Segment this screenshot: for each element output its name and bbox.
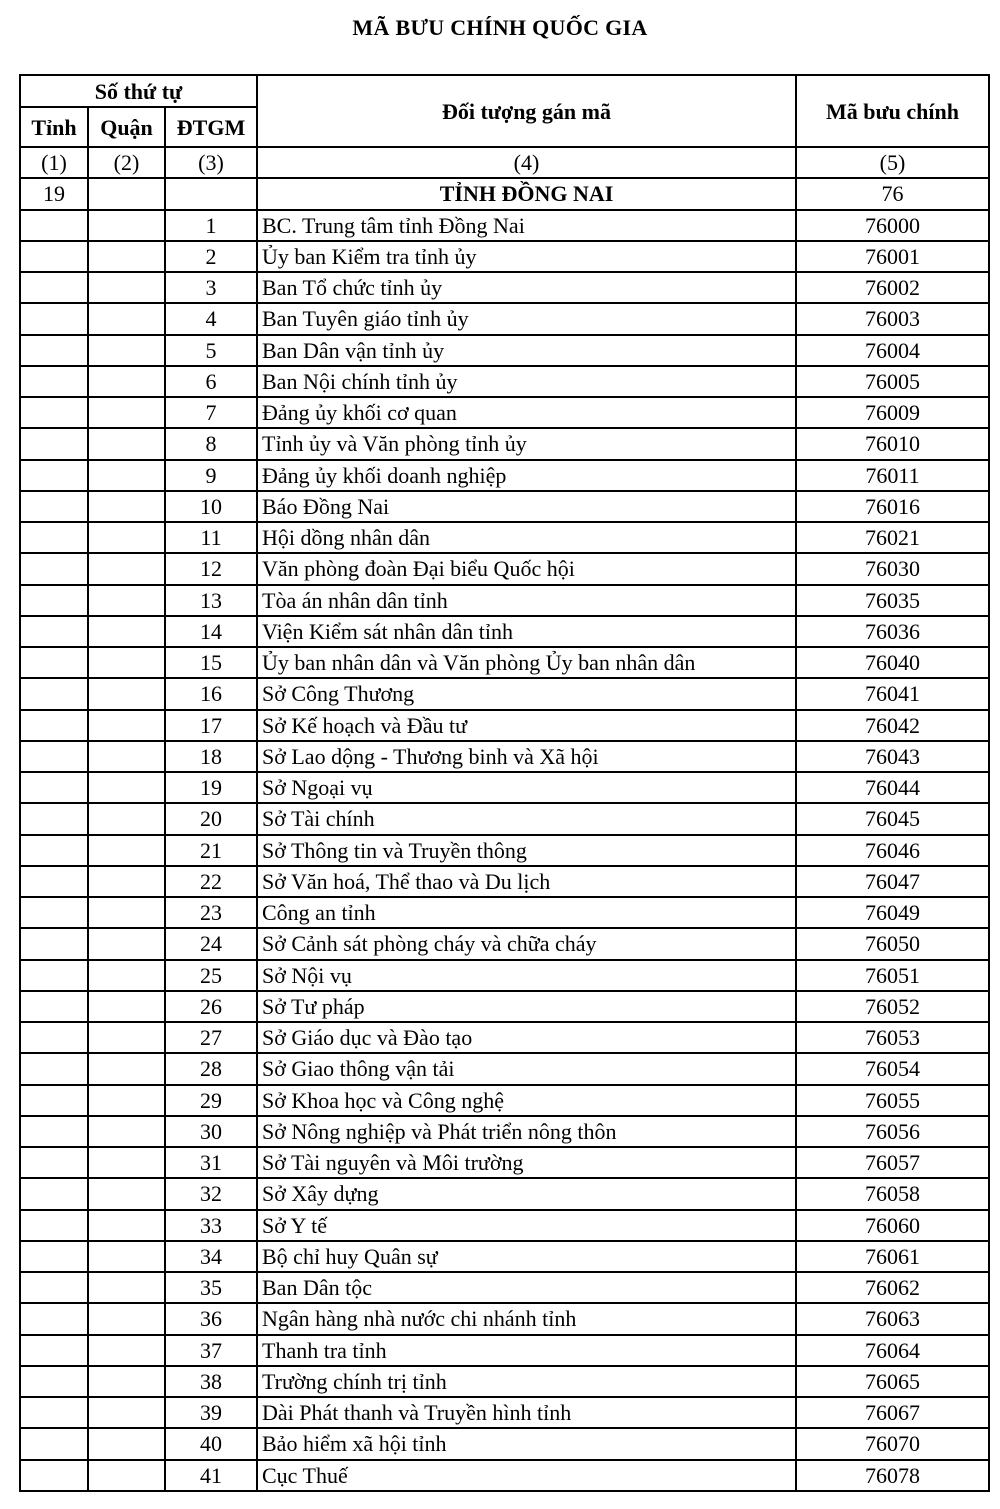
- object-name: Sở Nông nghiệp và Phát triển nông thôn: [257, 1116, 796, 1147]
- tinh-cell: [20, 741, 88, 772]
- postal-code: 76035: [796, 585, 989, 616]
- quan-cell: [88, 553, 165, 584]
- object-name: Sở Công Thương: [257, 678, 796, 709]
- object-name: Sở Kế hoạch và Đầu tư: [257, 710, 796, 741]
- object-name: Đảng ủy khối doanh nghiệp: [257, 460, 796, 491]
- quan-cell: [88, 1053, 165, 1084]
- object-name: Sở Ngoại vụ: [257, 772, 796, 803]
- table-row: [20, 1178, 989, 1209]
- dtgm-number: 5: [165, 335, 257, 366]
- object-name: Công an tỉnh: [257, 897, 796, 928]
- postal-code: 76051: [796, 960, 989, 991]
- table-row: [20, 553, 989, 584]
- postal-code: 76016: [796, 491, 989, 522]
- object-name: Sở Nội vụ: [257, 960, 796, 991]
- tinh-cell: [20, 522, 88, 553]
- tinh-cell: [20, 1428, 88, 1459]
- object-name: Ngân hàng nhà nước chi nhánh tỉnh: [257, 1303, 796, 1334]
- object-name: Viện Kiểm sát nhân dân tỉnh: [257, 616, 796, 647]
- tinh-cell: [20, 1272, 88, 1303]
- postal-code: 76049: [796, 897, 989, 928]
- quan-cell: [88, 272, 165, 303]
- table-row: [20, 772, 989, 803]
- quan-cell: [88, 678, 165, 709]
- table-row: [20, 460, 989, 491]
- quan-cell: [88, 1397, 165, 1428]
- quan-cell: [88, 897, 165, 928]
- table-row: [20, 397, 989, 428]
- object-name: Ban Nội chính tỉnh ủy: [257, 366, 796, 397]
- quan-cell: [88, 741, 165, 772]
- quan-cell: [88, 616, 165, 647]
- tinh-cell: [20, 397, 88, 428]
- postal-code: 76036: [796, 616, 989, 647]
- table-row: [20, 803, 989, 834]
- table-row: [20, 366, 989, 397]
- table-row: [20, 928, 989, 959]
- header-postal-code: Mã bưu chính: [796, 75, 989, 147]
- object-name: Ban Tuyên giáo tỉnh ủy: [257, 303, 796, 334]
- postal-code: 76009: [796, 397, 989, 428]
- quan-cell: [88, 585, 165, 616]
- dtgm-number: 12: [165, 553, 257, 584]
- tinh-cell: [20, 585, 88, 616]
- object-name: Tỉnh ủy và Văn phòng tỉnh ủy: [257, 428, 796, 459]
- column-number: (3): [165, 147, 257, 178]
- tinh-cell: [20, 1178, 88, 1209]
- table-row: [20, 616, 989, 647]
- quan-cell: [88, 960, 165, 991]
- quan-cell: [88, 1428, 165, 1459]
- quan-cell: [88, 1116, 165, 1147]
- quan-cell: [88, 1366, 165, 1397]
- dtgm-number: 34: [165, 1241, 257, 1272]
- object-name: Ban Dân vận tỉnh ủy: [257, 335, 796, 366]
- column-number: (2): [88, 147, 165, 178]
- object-name: Sở Lao dộng - Thương binh và Xã hội: [257, 741, 796, 772]
- quan-cell: [88, 1210, 165, 1241]
- table-row: [20, 1397, 989, 1428]
- table-row: [20, 1116, 989, 1147]
- dtgm-number: 18: [165, 741, 257, 772]
- dtgm-number: 41: [165, 1460, 257, 1491]
- object-name: Ban Dân tộc: [257, 1272, 796, 1303]
- tinh-cell: [20, 678, 88, 709]
- dtgm-number: 40: [165, 1428, 257, 1459]
- dtgm-number: 32: [165, 1178, 257, 1209]
- table-row: [20, 303, 989, 334]
- quan-cell: [88, 241, 165, 272]
- dtgm-number: 38: [165, 1366, 257, 1397]
- quan-cell: [88, 1241, 165, 1272]
- table-row: [20, 428, 989, 459]
- object-name: Sở Tài chính: [257, 803, 796, 834]
- column-number: (5): [796, 147, 989, 178]
- dtgm-number: 8: [165, 428, 257, 459]
- table-row: [20, 647, 989, 678]
- postal-code: 76055: [796, 1085, 989, 1116]
- table-row: [20, 741, 989, 772]
- quan-cell: [88, 866, 165, 897]
- object-name: Sở Cảnh sát phòng cháy và chữa cháy: [257, 928, 796, 959]
- province-name: TỈNH ĐỒNG NAI: [257, 178, 796, 209]
- tinh-cell: [20, 803, 88, 834]
- dtgm-number: 33: [165, 1210, 257, 1241]
- postal-code: 76001: [796, 241, 989, 272]
- tinh-cell: [20, 241, 88, 272]
- table-row: [20, 1053, 989, 1084]
- postal-code: 76046: [796, 835, 989, 866]
- tinh-cell: [20, 897, 88, 928]
- tinh-cell: [20, 1460, 88, 1491]
- postal-code: 76064: [796, 1335, 989, 1366]
- postal-code: 76030: [796, 553, 989, 584]
- table-row: [20, 1303, 989, 1334]
- dtgm-number: 16: [165, 678, 257, 709]
- dtgm-number: 3: [165, 272, 257, 303]
- postal-code: 76067: [796, 1397, 989, 1428]
- tinh-cell: [20, 366, 88, 397]
- table-row: [20, 1335, 989, 1366]
- header-dtgm: ĐTGM: [165, 107, 257, 147]
- quan-cell: [88, 1272, 165, 1303]
- object-name: Hội dồng nhân dân: [257, 522, 796, 553]
- table-row: [20, 1022, 989, 1053]
- dtgm-number: 22: [165, 866, 257, 897]
- quan-cell: [88, 647, 165, 678]
- table-row: [20, 1460, 989, 1491]
- postal-code: 76004: [796, 335, 989, 366]
- postal-code: 76042: [796, 710, 989, 741]
- dtgm-number: 35: [165, 1272, 257, 1303]
- tinh-cell: [20, 616, 88, 647]
- postal-code: 76002: [796, 272, 989, 303]
- province-row: [20, 178, 989, 209]
- header-group-label: Số thứ tự: [20, 75, 257, 107]
- tinh-cell: [20, 491, 88, 522]
- dtgm-number: 6: [165, 366, 257, 397]
- tinh-cell: [20, 1116, 88, 1147]
- column-number-row: [20, 147, 989, 178]
- object-name: Cục Thuế: [257, 1460, 796, 1491]
- object-name: Sở Khoa học và Công nghệ: [257, 1085, 796, 1116]
- empty-cell: [88, 178, 165, 209]
- table-row: [20, 960, 989, 991]
- tinh-cell: [20, 960, 88, 991]
- quan-cell: [88, 1335, 165, 1366]
- quan-cell: [88, 303, 165, 334]
- object-name: Sở Giáo dục và Đào tạo: [257, 1022, 796, 1053]
- dtgm-number: 15: [165, 647, 257, 678]
- table-row: [20, 897, 989, 928]
- postal-code: 76003: [796, 303, 989, 334]
- object-name: Sở Tài nguyên và Môi trường: [257, 1147, 796, 1178]
- tinh-cell: [20, 991, 88, 1022]
- dtgm-number: 26: [165, 991, 257, 1022]
- table-row: [20, 710, 989, 741]
- table-row: [20, 1147, 989, 1178]
- postal-code: 76010: [796, 428, 989, 459]
- quan-cell: [88, 491, 165, 522]
- postal-code: 76056: [796, 1116, 989, 1147]
- object-name: Ủy ban nhân dân và Văn phòng Ủy ban nhân dân: [257, 647, 796, 678]
- object-name: Báo Đồng Nai: [257, 491, 796, 522]
- postal-code: 76011: [796, 460, 989, 491]
- tinh-cell: [20, 553, 88, 584]
- postal-code: 76005: [796, 366, 989, 397]
- object-name: Sở Giao thông vận tải: [257, 1053, 796, 1084]
- dtgm-number: 37: [165, 1335, 257, 1366]
- object-name: Đảng ủy khối cơ quan: [257, 397, 796, 428]
- dtgm-number: 7: [165, 397, 257, 428]
- column-number: (1): [20, 147, 88, 178]
- quan-cell: [88, 1022, 165, 1053]
- quan-cell: [88, 210, 165, 241]
- table-row: [20, 1241, 989, 1272]
- dtgm-number: 10: [165, 491, 257, 522]
- object-name: Thanh tra tỉnh: [257, 1335, 796, 1366]
- postal-code: 76061: [796, 1241, 989, 1272]
- dtgm-number: 24: [165, 928, 257, 959]
- tinh-cell: [20, 928, 88, 959]
- dtgm-number: 21: [165, 835, 257, 866]
- quan-cell: [88, 460, 165, 491]
- quan-cell: [88, 991, 165, 1022]
- tinh-cell: [20, 1303, 88, 1334]
- dtgm-number: 11: [165, 522, 257, 553]
- postal-code: 76078: [796, 1460, 989, 1491]
- object-name: Bảo hiểm xã hội tỉnh: [257, 1428, 796, 1459]
- dtgm-number: 27: [165, 1022, 257, 1053]
- header-object: Đối tượng gán mã: [257, 75, 796, 147]
- dtgm-number: 31: [165, 1147, 257, 1178]
- tinh-cell: [20, 335, 88, 366]
- dtgm-number: 36: [165, 1303, 257, 1334]
- table-row: [20, 241, 989, 272]
- tinh-cell: [20, 303, 88, 334]
- object-name: Ban Tổ chức tỉnh ủy: [257, 272, 796, 303]
- dtgm-number: 4: [165, 303, 257, 334]
- quan-cell: [88, 1085, 165, 1116]
- object-name: Sở Thông tin và Truyền thông: [257, 835, 796, 866]
- province-number: 19: [20, 178, 88, 209]
- dtgm-number: 30: [165, 1116, 257, 1147]
- dtgm-number: 17: [165, 710, 257, 741]
- tinh-cell: [20, 272, 88, 303]
- tinh-cell: [20, 1397, 88, 1428]
- quan-cell: [88, 1460, 165, 1491]
- dtgm-number: 29: [165, 1085, 257, 1116]
- postal-code: 76063: [796, 1303, 989, 1334]
- postal-code: 76065: [796, 1366, 989, 1397]
- table-row: [20, 1428, 989, 1459]
- object-name: Sở Tư pháp: [257, 991, 796, 1022]
- postal-code: 76070: [796, 1428, 989, 1459]
- table-row: [20, 1272, 989, 1303]
- tinh-cell: [20, 1335, 88, 1366]
- tinh-cell: [20, 1053, 88, 1084]
- table-row: [20, 522, 989, 553]
- quan-cell: [88, 1178, 165, 1209]
- tinh-cell: [20, 1022, 88, 1053]
- quan-cell: [88, 772, 165, 803]
- postal-code: 76057: [796, 1147, 989, 1178]
- postal-code: 76045: [796, 803, 989, 834]
- quan-cell: [88, 803, 165, 834]
- tinh-cell: [20, 710, 88, 741]
- dtgm-number: 2: [165, 241, 257, 272]
- table-row: [20, 272, 989, 303]
- header-tinh: Tỉnh: [20, 107, 88, 147]
- tinh-cell: [20, 428, 88, 459]
- postal-code: 76058: [796, 1178, 989, 1209]
- quan-cell: [88, 522, 165, 553]
- tinh-cell: [20, 647, 88, 678]
- postal-code: 76047: [796, 866, 989, 897]
- tinh-cell: [20, 1241, 88, 1272]
- quan-cell: [88, 1303, 165, 1334]
- postal-code: 76062: [796, 1272, 989, 1303]
- tinh-cell: [20, 1366, 88, 1397]
- postal-code: 76041: [796, 678, 989, 709]
- object-name: Bộ chỉ huy Quân sự: [257, 1241, 796, 1272]
- province-code: 76: [796, 178, 989, 209]
- postal-code: 76053: [796, 1022, 989, 1053]
- table-row: [20, 335, 989, 366]
- quan-cell: [88, 366, 165, 397]
- quan-cell: [88, 835, 165, 866]
- object-name: BC. Trung tâm tỉnh Đồng Nai: [257, 210, 796, 241]
- quan-cell: [88, 397, 165, 428]
- dtgm-number: 14: [165, 616, 257, 647]
- tinh-cell: [20, 772, 88, 803]
- postal-code-table: [19, 74, 990, 1492]
- page-title: MÃ BƯU CHÍNH QUỐC GIA: [352, 15, 648, 40]
- tinh-cell: [20, 835, 88, 866]
- dtgm-number: 20: [165, 803, 257, 834]
- postal-code: 76021: [796, 522, 989, 553]
- tinh-cell: [20, 210, 88, 241]
- table-row: [20, 678, 989, 709]
- quan-cell: [88, 1147, 165, 1178]
- object-name: Tòa án nhân dân tỉnh: [257, 585, 796, 616]
- table-row: [20, 866, 989, 897]
- tinh-cell: [20, 460, 88, 491]
- postal-code: 76000: [796, 210, 989, 241]
- dtgm-number: 23: [165, 897, 257, 928]
- object-name: Văn phòng đoàn Đại biểu Quốc hội: [257, 553, 796, 584]
- table-row: [20, 835, 989, 866]
- dtgm-number: 9: [165, 460, 257, 491]
- table-row: [20, 1210, 989, 1241]
- object-name: Sở Y tế: [257, 1210, 796, 1241]
- object-name: Trường chính trị tỉnh: [257, 1366, 796, 1397]
- table-row: [20, 210, 989, 241]
- dtgm-number: 28: [165, 1053, 257, 1084]
- postal-code: 76054: [796, 1053, 989, 1084]
- dtgm-number: 1: [165, 210, 257, 241]
- table-row: [20, 491, 989, 522]
- tinh-cell: [20, 1147, 88, 1178]
- tinh-cell: [20, 1085, 88, 1116]
- table-row: [20, 1085, 989, 1116]
- object-name: Ủy ban Kiểm tra tỉnh ủy: [257, 241, 796, 272]
- object-name: Sở Xây dựng: [257, 1178, 796, 1209]
- dtgm-number: 39: [165, 1397, 257, 1428]
- quan-cell: [88, 710, 165, 741]
- postal-code: 76040: [796, 647, 989, 678]
- postal-code: 76050: [796, 928, 989, 959]
- object-name: Sở Văn hoá, Thể thao và Du lịch: [257, 866, 796, 897]
- postal-code: 76043: [796, 741, 989, 772]
- dtgm-number: 13: [165, 585, 257, 616]
- quan-cell: [88, 428, 165, 459]
- dtgm-number: 25: [165, 960, 257, 991]
- tinh-cell: [20, 866, 88, 897]
- quan-cell: [88, 928, 165, 959]
- quan-cell: [88, 335, 165, 366]
- table-row: [20, 585, 989, 616]
- table-row: [20, 1366, 989, 1397]
- empty-cell: [165, 178, 257, 209]
- postal-code: 76044: [796, 772, 989, 803]
- postal-code: 76052: [796, 991, 989, 1022]
- object-name: Dài Phát thanh và Truyền hình tỉnh: [257, 1397, 796, 1428]
- column-number: (4): [257, 147, 796, 178]
- postal-code: 76060: [796, 1210, 989, 1241]
- tinh-cell: [20, 1210, 88, 1241]
- dtgm-number: 19: [165, 772, 257, 803]
- table-row: [20, 991, 989, 1022]
- header-quan: Quận: [88, 107, 165, 147]
